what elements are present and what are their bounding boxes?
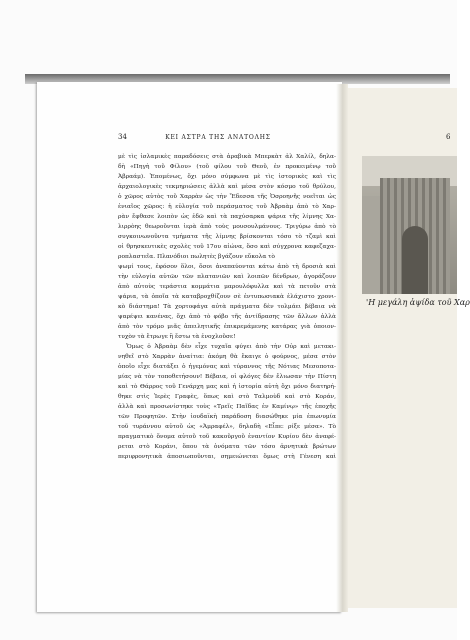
figure-caption: 'Η μεγάλη ἁψίδα τοῦ Χαρ: [366, 298, 470, 307]
text-line: τυχὸν τὰ ἔτρωγε ἢ ἔστω τὰ ἐνοχλοῦσε!: [118, 334, 236, 340]
text-line: λιρρὸης θεωροῦνται ἱερὰ ἀπὸ τοὺς μουσουλμάνους. Τριγύρω ἀπὸ τὸ: [118, 224, 336, 230]
text-line: ὁποῖο εἶχε διατάξει ὁ ἠγεμόνας καὶ τύραννος τῆς Νότιας Μεσοποτα-: [118, 364, 336, 370]
text-line: ψαρέψει κανένας, ὄχι ἀπὸ τὸ φόβο τῆς ἀντίδρασης τῶν ἄλλων ἀλλὰ: [118, 314, 336, 320]
text-line: συγκοινωνοῦντα τμήματα τῆς λίμνης βρίσκονται τόσο τὸ τζαμὶ καὶ: [118, 234, 336, 240]
text-line: ἀρχαιολογικὲς τεκμηριώσεις ἀλλὰ καὶ μέσα στὸν κόσμο τοῦ θρύλου,: [118, 184, 336, 190]
text-line: ἀπὸ τὸν τρόμο μιᾶς ἀπειλητικῆς ἐπικρεμάμενης κατάρας γιὰ ὁποιον-: [118, 324, 336, 330]
text-line: νηθεῖ στὸ Χαρρὰν ἀναίτια: ἀκόμη θὰ ἔκαιγε ὁ φούρνος, μέσα στὸν: [118, 354, 336, 360]
text-line: θηκε στὶς Ἱερὲς Γραφὲς, ὅπως καὶ στὸ Ταλμοὺδ καὶ στὸ Κοράν,: [118, 394, 336, 400]
body-text: [118, 152, 336, 462]
text-line: ρὰν ἔφθασε λοιπὸν ὡς ἐδῶ καὶ τὰ παχύσαρκα ψάρια τῆς λίμνης Χα-: [118, 214, 336, 220]
text-line: οἱ θρησκευτικὲς σχολὲς τοῦ 17ου αἰώνα, ὅσο καὶ σύγχρονα καφεζαχα-: [118, 244, 336, 250]
text-line: τὴν εὐλογία αὐτῶν τῶν πλατανιῶν καὶ λοιπῶν δένδρων, ἀγοράζουν: [118, 274, 336, 280]
page-number: 34: [118, 133, 127, 141]
gate-photograph: [362, 156, 457, 294]
book-gutter: [336, 84, 348, 612]
text-line: περιφρονητικὰ ἀποσιωποῦνται, σημειώνεται ὅμως στὴ Γένεση καὶ: [118, 454, 336, 460]
text-line: ὁ χῶρος αὐτὸς τοῦ Χαρρὰν ὡς τὴν Ἔδεσσα τῆς Ὀσροηνῆς νοεῖται ὡς: [118, 194, 336, 200]
text-line: Ὅμως ὁ Ἀβραὰμ δὲν εἶχε τυχαῖα φύγει ἀπὸ τὴν Οὐρ καὶ μετακι-: [126, 344, 336, 350]
text-line: κὸ διάστημα! Τὰ χορτοφάγα αὐτὰ πράγματα δὲν τολμάει βέβαια νὰ: [118, 304, 336, 310]
running-head: ΚΕΙ ΑΣΤΡΑ ΤΗΣ ΑΝΑΤΟΛΗΣ: [165, 134, 271, 141]
text-line: μίας νὰ τὸν τοποθετήσουν! Βέβαια, οἱ φλόγες δὲν ἔλιωσαν τὴν Πίστη: [118, 374, 336, 380]
text-line: ψωμί τους, ἐφόσον ὅλοι, ὅσοι ἀναπαύονται κάτω ἀπὸ τὴ δροσιὰ καὶ: [118, 264, 336, 270]
text-line: ροπλαστεῖα. Πλανόδιοι πωλητὲς βγάζουν εὔκολα τὸ: [118, 254, 275, 260]
right-page-number: 6: [446, 133, 451, 141]
text-line: ψάρια, τὰ ὁποῖα τὰ καταβροχθίζουν σὲ ἐντυπωσιακὰ ἐλάχιστο χρονι-: [118, 294, 336, 300]
photo-tower: [362, 196, 380, 294]
text-line: Ἀβραάμ). Ἐπομένως, ὄχι μόνο σύμφωνα μὲ τὶς ἱστορικὲς καὶ τὶς: [118, 174, 336, 180]
text-line: πραγματικὸ ὄνομα αὐτοῦ τοῦ κακοῦργοῦ ἐναντίον Κυρίου δὲν ἀναφέ-: [118, 434, 336, 440]
photo-arch: [402, 226, 428, 294]
text-line: ἀλλὰ καὶ προσωνίστηκε τοὺς «Τρεῖς Παῖδας ἐν Καμίνῳ» τῆς ἐποχῆς: [118, 404, 336, 410]
text-line: καὶ τὸ Θάρρος τοῦ Γενάρχη μας καὶ ἡ ἱστορία αὐτὴ ὄχι μόνο διατηρή-: [118, 384, 336, 390]
text-line: ἐνιαῖος χῶρος: ἡ εὐλογία τοῦ περάσματος τοῦ Ἀβραὰμ ἀπὸ τὸ Χαρ-: [118, 204, 336, 210]
text-line: τῶν Προφητῶν. Στὴν ἰουδαϊκὴ παράδοση διασώθηκε μία ἐπωνυμία: [118, 414, 336, 420]
text-line: δὴ «Πηγὴ τοῦ Φίλου» (τοῦ φίλου τοῦ Θεοῦ, ἐν προκειμένῳ τοῦ: [118, 164, 336, 170]
text-line: ρεται στὸ Κοράνι, ὅπου τὰ ὀνόματα τῶν τόσο ἀρνητικὰ βρώτων: [118, 444, 336, 450]
text-line: τοῦ τυράννου αὐτοῦ ὡς «Ἀμραφέλ», δηλαδὴ «Εἶπε: ρίξε μέσα». Τὸ: [118, 424, 336, 430]
text-line: ἀπὸ αὐτοὺς τεράστια κομμάτια μαρουλόφυλλα καὶ τὰ πετοῦν στὰ: [118, 284, 336, 290]
text-line: μὲ τὶς ἰσλαμικὲς παραδόσεις στὰ ἀραβικὰ Μπερκὰτ ἀλ Χαλίλ, δηλα-: [118, 154, 336, 160]
